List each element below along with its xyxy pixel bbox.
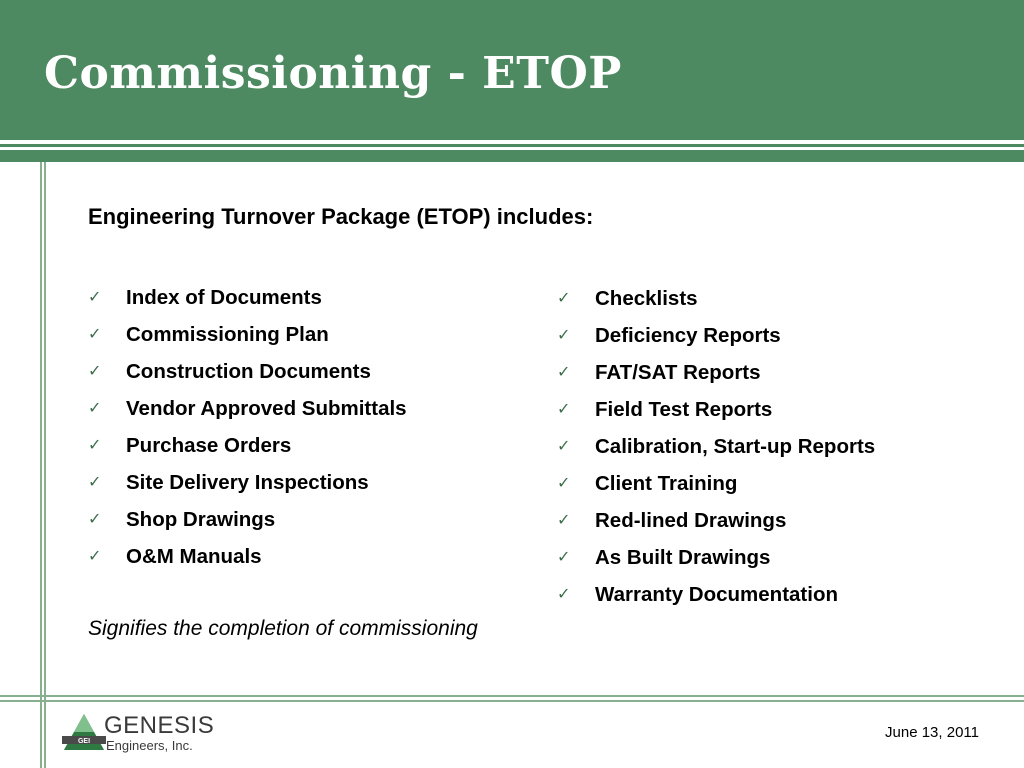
logo-triangle-icon (62, 712, 106, 754)
checkmark-icon: ✓ (557, 473, 571, 492)
checkmark-icon: ✓ (88, 287, 102, 306)
list-item (88, 506, 407, 543)
list-item-label: Construction Documents (126, 360, 371, 383)
list-item-label: Client Training (595, 472, 738, 495)
list-item (557, 581, 875, 618)
list-item (557, 470, 875, 507)
checkmark-icon: ✓ (557, 436, 571, 455)
list-item (557, 322, 875, 359)
list-item (557, 433, 875, 470)
list-item-label: O&M Manuals (126, 545, 262, 568)
list-item-label: Vendor Approved Submittals (126, 397, 407, 420)
list-item (88, 395, 407, 432)
list-item (88, 543, 407, 580)
left-checklist (88, 284, 407, 580)
list-item-label: Site Delivery Inspections (126, 471, 369, 494)
right-checklist (557, 285, 875, 618)
checkmark-icon: ✓ (88, 509, 102, 528)
checkmark-icon: ✓ (88, 361, 102, 380)
checkmark-icon: ✓ (88, 324, 102, 343)
checkmark-icon: ✓ (88, 472, 102, 491)
checkmark-icon: ✓ (557, 547, 571, 566)
left-rule-inner (44, 162, 46, 768)
footnote: Signifies the completion of commissioning (88, 617, 478, 640)
list-item-label: As Built Drawings (595, 546, 771, 569)
footer-rule-top (0, 695, 1024, 697)
title-bar (0, 0, 1024, 140)
list-item (88, 358, 407, 395)
checkmark-icon: ✓ (557, 325, 571, 344)
list-item (88, 284, 407, 321)
list-item (557, 396, 875, 433)
checkmark-icon: ✓ (557, 288, 571, 307)
list-item (88, 321, 407, 358)
list-item-label: Shop Drawings (126, 508, 276, 531)
list-item-label: Red-lined Drawings (595, 509, 787, 532)
list-item-label: Warranty Documentation (595, 583, 838, 606)
list-item-label: Commissioning Plan (126, 323, 329, 346)
logo-name: GENESIS (104, 712, 215, 739)
list-item (557, 359, 875, 396)
list-item-label: Field Test Reports (595, 398, 773, 421)
left-rule-outer (40, 162, 42, 768)
list-item-label: Purchase Orders (126, 434, 292, 457)
slide-date: June 13, 2011 (885, 724, 979, 741)
list-item (88, 469, 407, 506)
footer-rule-bottom (0, 700, 1024, 702)
company-logo (62, 712, 232, 756)
checkmark-icon: ✓ (557, 362, 571, 381)
list-item (88, 432, 407, 469)
checkmark-icon: ✓ (557, 510, 571, 529)
list-item (557, 507, 875, 544)
list-item-label: FAT/SAT Reports (595, 361, 761, 384)
checkmark-icon: ✓ (557, 584, 571, 603)
checkmark-icon: ✓ (88, 435, 102, 454)
list-item (557, 544, 875, 581)
list-item-label: Index of Documents (126, 286, 322, 309)
logo-subtitle: Engineers, Inc. (106, 738, 193, 753)
list-item (557, 285, 875, 322)
intro-heading: Engineering Turnover Package (ETOP) includes: (88, 204, 594, 229)
checkmark-icon: ✓ (88, 546, 102, 565)
list-item-label: Calibration, Start-up Reports (595, 435, 876, 458)
checkmark-icon: ✓ (557, 399, 571, 418)
header-stripe-green-2 (0, 150, 1024, 162)
checkmark-icon: ✓ (88, 398, 102, 417)
list-item-label: Checklists (595, 287, 698, 310)
list-item-label: Deficiency Reports (595, 324, 781, 347)
slide-title: Commissioning - ETOP (44, 48, 622, 99)
logo-mark: GEI (77, 738, 91, 745)
